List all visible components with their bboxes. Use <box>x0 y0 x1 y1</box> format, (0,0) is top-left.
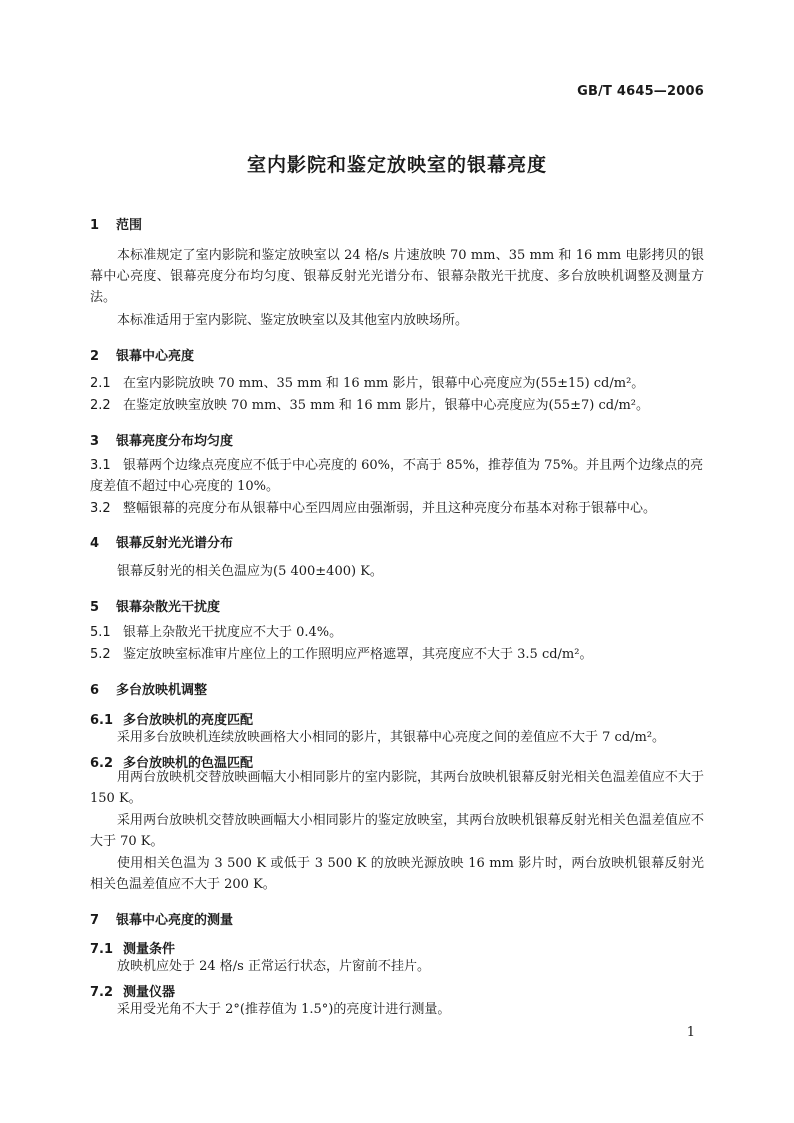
clause-3-2 <box>90 498 704 519</box>
clause-2-2 <box>90 395 704 416</box>
section-1-paragraph-2: 本标准适用于室内影院、鉴定放映室以及其他室内放映场所。 <box>117 313 469 328</box>
section-3-heading <box>90 430 233 449</box>
section-number: 7 <box>90 913 100 928</box>
clause-number: 3.1 <box>90 458 111 473</box>
subsection-number: 7.2 <box>90 985 114 1000</box>
clause-3-1 <box>90 455 704 497</box>
section-5-heading <box>90 596 220 615</box>
subsection-6-2-paragraph-1: 用两台放映机交替放映画幅大小相同影片的室内影院，其两台放映机银幕反射光相关色温差值应不大于 150 K。 <box>90 770 704 806</box>
clause-text: 在鉴定放映室放映 70 mm、35 mm 和 16 mm 影片，银幕中心亮度应为(55±7) cd/m²。 <box>123 398 650 413</box>
section-4-heading <box>90 532 233 551</box>
section-title: 银幕杂散光干扰度 <box>116 600 221 615</box>
clause-text: 在室内影院放映 70 mm、35 mm 和 16 mm 影片，银幕中心亮度应为(55±15) cd/m²。 <box>123 376 645 391</box>
subsection-6-1-paragraph-1: 采用多台放映机连续放映画格大小相同的影片，其银幕中心亮度之间的差值应不大于 7 cd/m²。 <box>117 730 666 745</box>
subsection-6-1-heading <box>90 709 253 728</box>
standard-code: GB/T 4645—2006 <box>577 84 704 99</box>
subsection-title: 多台放映机的亮度匹配 <box>123 713 254 728</box>
subsection-number: 6.2 <box>90 756 114 771</box>
subsection-6-2-paragraph-3: 使用相关色温为 3 500 K 或低于 3 500 K 的放映光源放映 16 mm 影片时，两台放映机银幕反射光相关色温差值应不大于 200 K。 <box>90 856 704 892</box>
clause-number: 2.1 <box>90 376 111 391</box>
clause-2-1 <box>90 373 704 394</box>
section-number: 6 <box>90 683 100 698</box>
subsection-title: 测量仪器 <box>123 985 176 1000</box>
subsection-number: 6.1 <box>90 713 114 728</box>
section-2-heading <box>90 345 194 364</box>
clause-number: 3.2 <box>90 501 111 516</box>
clause-text: 银幕两个边缘点亮度应不低于中心亮度的 60%，不高于 85%，推荐值为 75%。并且两个边缘点的亮度差值不超过中心亮度的 10%。 <box>90 458 704 494</box>
clause-text: 鉴定放映室标准审片座位上的工作照明应严格遮罩，其亮度应不大于 3.5 cd/m²。 <box>123 647 593 662</box>
section-4-paragraph-1: 银幕反射光的相关色温应为(5 400±400) K。 <box>117 564 383 579</box>
clause-5-2 <box>90 644 704 665</box>
clause-text: 整幅银幕的亮度分布从银幕中心至四周应由强渐弱，并且这种亮度分布基本对称于银幕中心。 <box>123 501 657 516</box>
clause-number: 5.1 <box>90 625 111 640</box>
section-number: 4 <box>90 536 100 551</box>
clause-number: 2.2 <box>90 398 111 413</box>
section-number: 2 <box>90 349 100 364</box>
subsection-7-2-paragraph-1: 采用受光角不大于 2°(推荐值为 1.5°)的亮度计进行测量。 <box>117 1002 451 1017</box>
section-number: 3 <box>90 434 100 449</box>
section-title: 范围 <box>116 218 143 233</box>
clause-5-1 <box>90 622 704 643</box>
section-title: 银幕反射光光谱分布 <box>116 536 234 551</box>
clause-number: 5.2 <box>90 647 111 662</box>
subsection-6-2-paragraph-2: 采用两台放映机交替放映画幅大小相同影片的鉴定放映室，其两台放映机银幕反射光相关色温差值应不大于 70 K。 <box>90 813 704 849</box>
clause-text: 银幕上杂散光干扰度应不大于 0.4%。 <box>123 625 343 640</box>
section-title: 多台放映机调整 <box>116 683 208 698</box>
subsection-title: 测量条件 <box>123 942 176 957</box>
section-1-heading <box>90 214 142 233</box>
section-title: 银幕亮度分布均匀度 <box>116 434 234 449</box>
section-number: 1 <box>90 218 100 233</box>
section-7-heading <box>90 909 233 928</box>
document-title: 室内影院和鉴定放映室的银幕亮度 <box>246 154 547 176</box>
section-title: 银幕中心亮度的测量 <box>116 913 234 928</box>
subsection-7-2-heading <box>90 981 175 1000</box>
subsection-title: 多台放映机的色温匹配 <box>123 756 254 771</box>
section-number: 5 <box>90 600 100 615</box>
subsection-7-1-paragraph-1: 放映机应处于 24 格/s 正常运行状态，片窗前不挂片。 <box>117 959 430 974</box>
section-1-paragraph-1: 本标准规定了室内影院和鉴定放映室以 24 格/s 片速放映 70 mm、35 mm 和 16 mm 电影拷贝的银幕中心亮度、银幕亮度分布均匀度、银幕反射光光谱分布、银幕杂散光干扰度、多台放映机调整及测量方法。 <box>90 248 704 305</box>
page-number: 1 <box>686 1025 695 1040</box>
section-6-heading <box>90 679 207 698</box>
subsection-7-1-heading <box>90 938 175 957</box>
subsection-number: 7.1 <box>90 942 114 957</box>
section-title: 银幕中心亮度 <box>116 349 195 364</box>
